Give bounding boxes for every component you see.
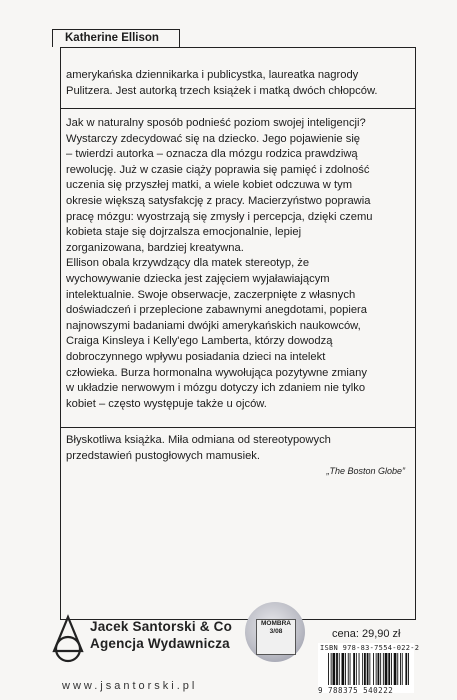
isbn-text: ISBN 978-83-7554-022-2 bbox=[320, 644, 420, 652]
text-line: zorganizowana, bardziej kreatywna. bbox=[66, 241, 244, 254]
barcode-bar bbox=[362, 653, 363, 685]
barcode-bar bbox=[378, 653, 380, 685]
text-line: Błyskotliwa książka. Miła odmiana od stereotypowych bbox=[66, 434, 331, 446]
section-divider bbox=[60, 108, 416, 109]
book-description bbox=[66, 116, 373, 412]
barcode-bar bbox=[385, 653, 388, 685]
barcode-bar bbox=[339, 653, 340, 685]
sticker-line: 3/08 bbox=[269, 628, 283, 635]
barcode-bar bbox=[394, 653, 397, 685]
review-quote bbox=[66, 433, 331, 464]
text-line: pracę mózgu: wyostrzają się zmysły i percepcja, dzięki czemu bbox=[66, 210, 373, 223]
barcode-bar bbox=[380, 653, 381, 685]
publisher-logo-icon bbox=[48, 611, 90, 667]
publisher-line: Agencja Wydawnicza bbox=[90, 636, 230, 651]
barcode-bar bbox=[400, 653, 401, 685]
text-line: Craiga Kinsleya i Kelly'ego Lamberta, którzy dowodzą bbox=[66, 335, 333, 348]
publisher-line: Jacek Santorski & Co bbox=[90, 619, 233, 634]
text-line: przedstawień pustogłowych mamusiek. bbox=[66, 449, 261, 462]
barcode-icon bbox=[328, 653, 412, 685]
barcode-bar bbox=[408, 653, 409, 685]
text-line: wychowywanie dziecka jest zajęciem wyjaławiającym bbox=[66, 272, 330, 285]
text-line: okresie większą satysfakcję z pracy. Macierzyństwo poprawia bbox=[66, 194, 371, 207]
barcode-bar bbox=[336, 653, 338, 685]
barcode-bar bbox=[391, 653, 392, 685]
barcode-bar bbox=[328, 653, 329, 685]
barcode-bar bbox=[353, 653, 355, 685]
text-line: kobiet – często występuje także u ojców. bbox=[66, 397, 267, 410]
barcode-bar bbox=[364, 653, 366, 685]
sticker-line: MOMBRA bbox=[261, 620, 291, 627]
author-bio bbox=[66, 68, 378, 99]
barcode-bar bbox=[402, 653, 403, 685]
text-line: amerykańska dziennikarka i publicystka, laureatka nagrody bbox=[66, 69, 359, 81]
barcode-bar bbox=[345, 653, 346, 685]
barcode-bar bbox=[376, 653, 377, 685]
barcode-bar bbox=[397, 653, 398, 685]
barcode-number: 9 788375 540222 bbox=[318, 686, 394, 695]
barcode-bar bbox=[359, 653, 360, 685]
text-line: Ellison obala krzywdzący dla matek stereotyp, że bbox=[66, 257, 310, 270]
barcode-bar bbox=[383, 653, 384, 685]
barcode-bar bbox=[350, 653, 351, 685]
publisher-website: www.jsantorski.pl bbox=[62, 680, 198, 692]
text-line: rewolucję. Już w czasie ciąży poprawia się pamięć i zdolność bbox=[66, 163, 370, 176]
barcode-bar bbox=[333, 653, 336, 685]
author-name-tab: Katherine Ellison bbox=[52, 29, 180, 47]
text-line: kobieta staje się dojrzalsza emocjonalnie, lepiej bbox=[66, 226, 302, 239]
barcode-bar bbox=[405, 653, 407, 685]
barcode-bar bbox=[331, 653, 332, 685]
barcode-bar bbox=[342, 653, 345, 685]
barcode-bar bbox=[388, 653, 390, 685]
barcode-bar bbox=[348, 653, 349, 685]
text-line: – twierdzi autorka – oznacza dla mózgu rodzica prawdziwą bbox=[66, 148, 358, 161]
text-line: najnowszymi badaniami dwójki amerykańskich naukowców, bbox=[66, 319, 361, 332]
sticker-label bbox=[256, 619, 296, 655]
price-label: cena: 29,90 zł bbox=[332, 628, 401, 640]
text-line: człowieka. Burza hormonalna wywołująca pozytywne zmiany bbox=[66, 366, 367, 379]
barcode-bar bbox=[356, 653, 357, 685]
text-line: intelektualnie. Swoje obserwacje, zaczerpnięte z własnych bbox=[66, 288, 356, 301]
text-line: Wystarczy zdecydować się na dziecko. Jego pojawienie się bbox=[66, 132, 361, 145]
text-line: w układzie nerwowym i mózgu dotyczy ich zdaniem nie tylko bbox=[66, 382, 366, 395]
text-line: uczenia się przyszłej matki, a wiele kobiet odczuwa w tym bbox=[66, 179, 353, 192]
barcode-bar bbox=[369, 653, 370, 685]
publisher-name bbox=[90, 618, 232, 652]
text-line: Jak w naturalny sposób podnieść poziom swojej inteligencji? bbox=[66, 117, 366, 129]
barcode-bar bbox=[367, 653, 369, 685]
text-line: doświadczeń i przeplecione zabawnymi anegdotami, popiera bbox=[66, 304, 367, 317]
barcode-bar bbox=[373, 653, 374, 685]
text-line: Pulitzera. Jest autorką trzech książek i matką dwóch chłopców. bbox=[66, 84, 378, 97]
quote-source: „The Boston Globe” bbox=[326, 466, 405, 476]
text-line: dobroczynnego wpływu posiadania dzieci na intelekt bbox=[66, 350, 326, 363]
section-divider bbox=[60, 427, 416, 428]
